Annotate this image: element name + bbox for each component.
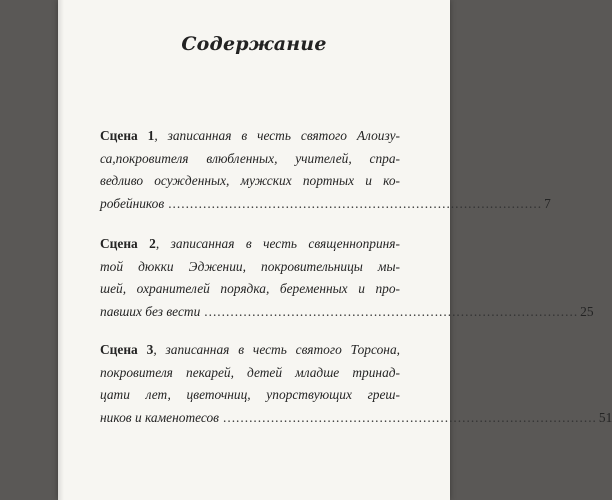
book-page [58,0,612,500]
toc-entry-line: цати лет, цветочниц, упорствующих греш- [100,387,400,402]
toc-entry-line: ведливо осужденных, мужских портных и ко- [100,173,400,188]
toc-entry-lead: Сцена 1 [100,128,155,143]
toc-entry-text: , записанная в честь священноприня- [155,236,400,251]
toc-page-number: 51 [598,409,612,425]
page-gutter-shadow [58,0,64,500]
toc-entry-lead: Сцена 2 [100,236,156,251]
toc-entry-last-line [100,407,612,430]
toc-entry-line: той дюкки Эджении, покровительницы мы- [100,258,400,274]
toc-title: Содержание [181,33,327,55]
toc-entry-text: робейников [100,195,165,211]
toc-entry-line [100,233,400,256]
toc-entry-text: , записанная в честь святого Торсона, [153,342,400,357]
toc-page-number: 7 [544,195,551,211]
toc-entry-line [100,339,400,362]
toc-entry-line: покровителя пекарей, детей младше тринад- [100,364,400,380]
toc-entry-text: , записанная в честь святого Алоизу- [154,128,400,143]
toc-entry [100,125,551,215]
dot-leader: ...................................................................................... [204,303,579,319]
toc-entry-lead: Сцена 3 [100,342,154,357]
toc-entry-last-line [100,301,594,324]
dot-leader: ...................................................................................... [223,409,597,425]
toc-entry-text: ников и каменотесов [100,409,219,425]
toc-entry [100,339,612,429]
toc-entry [100,233,594,323]
toc-entry-last-line [100,193,551,216]
toc-entry-line [100,125,400,148]
dot-leader: ...................................................................................... [168,195,543,211]
toc-page-number: 25 [580,303,594,319]
toc-entry-text: павших без вести [100,303,201,319]
toc-entry-line: са,покровителя влюбленных, учителей, спра- [100,150,400,166]
toc-entry-line: шей, охранителей порядка, беременных и про- [100,281,400,296]
